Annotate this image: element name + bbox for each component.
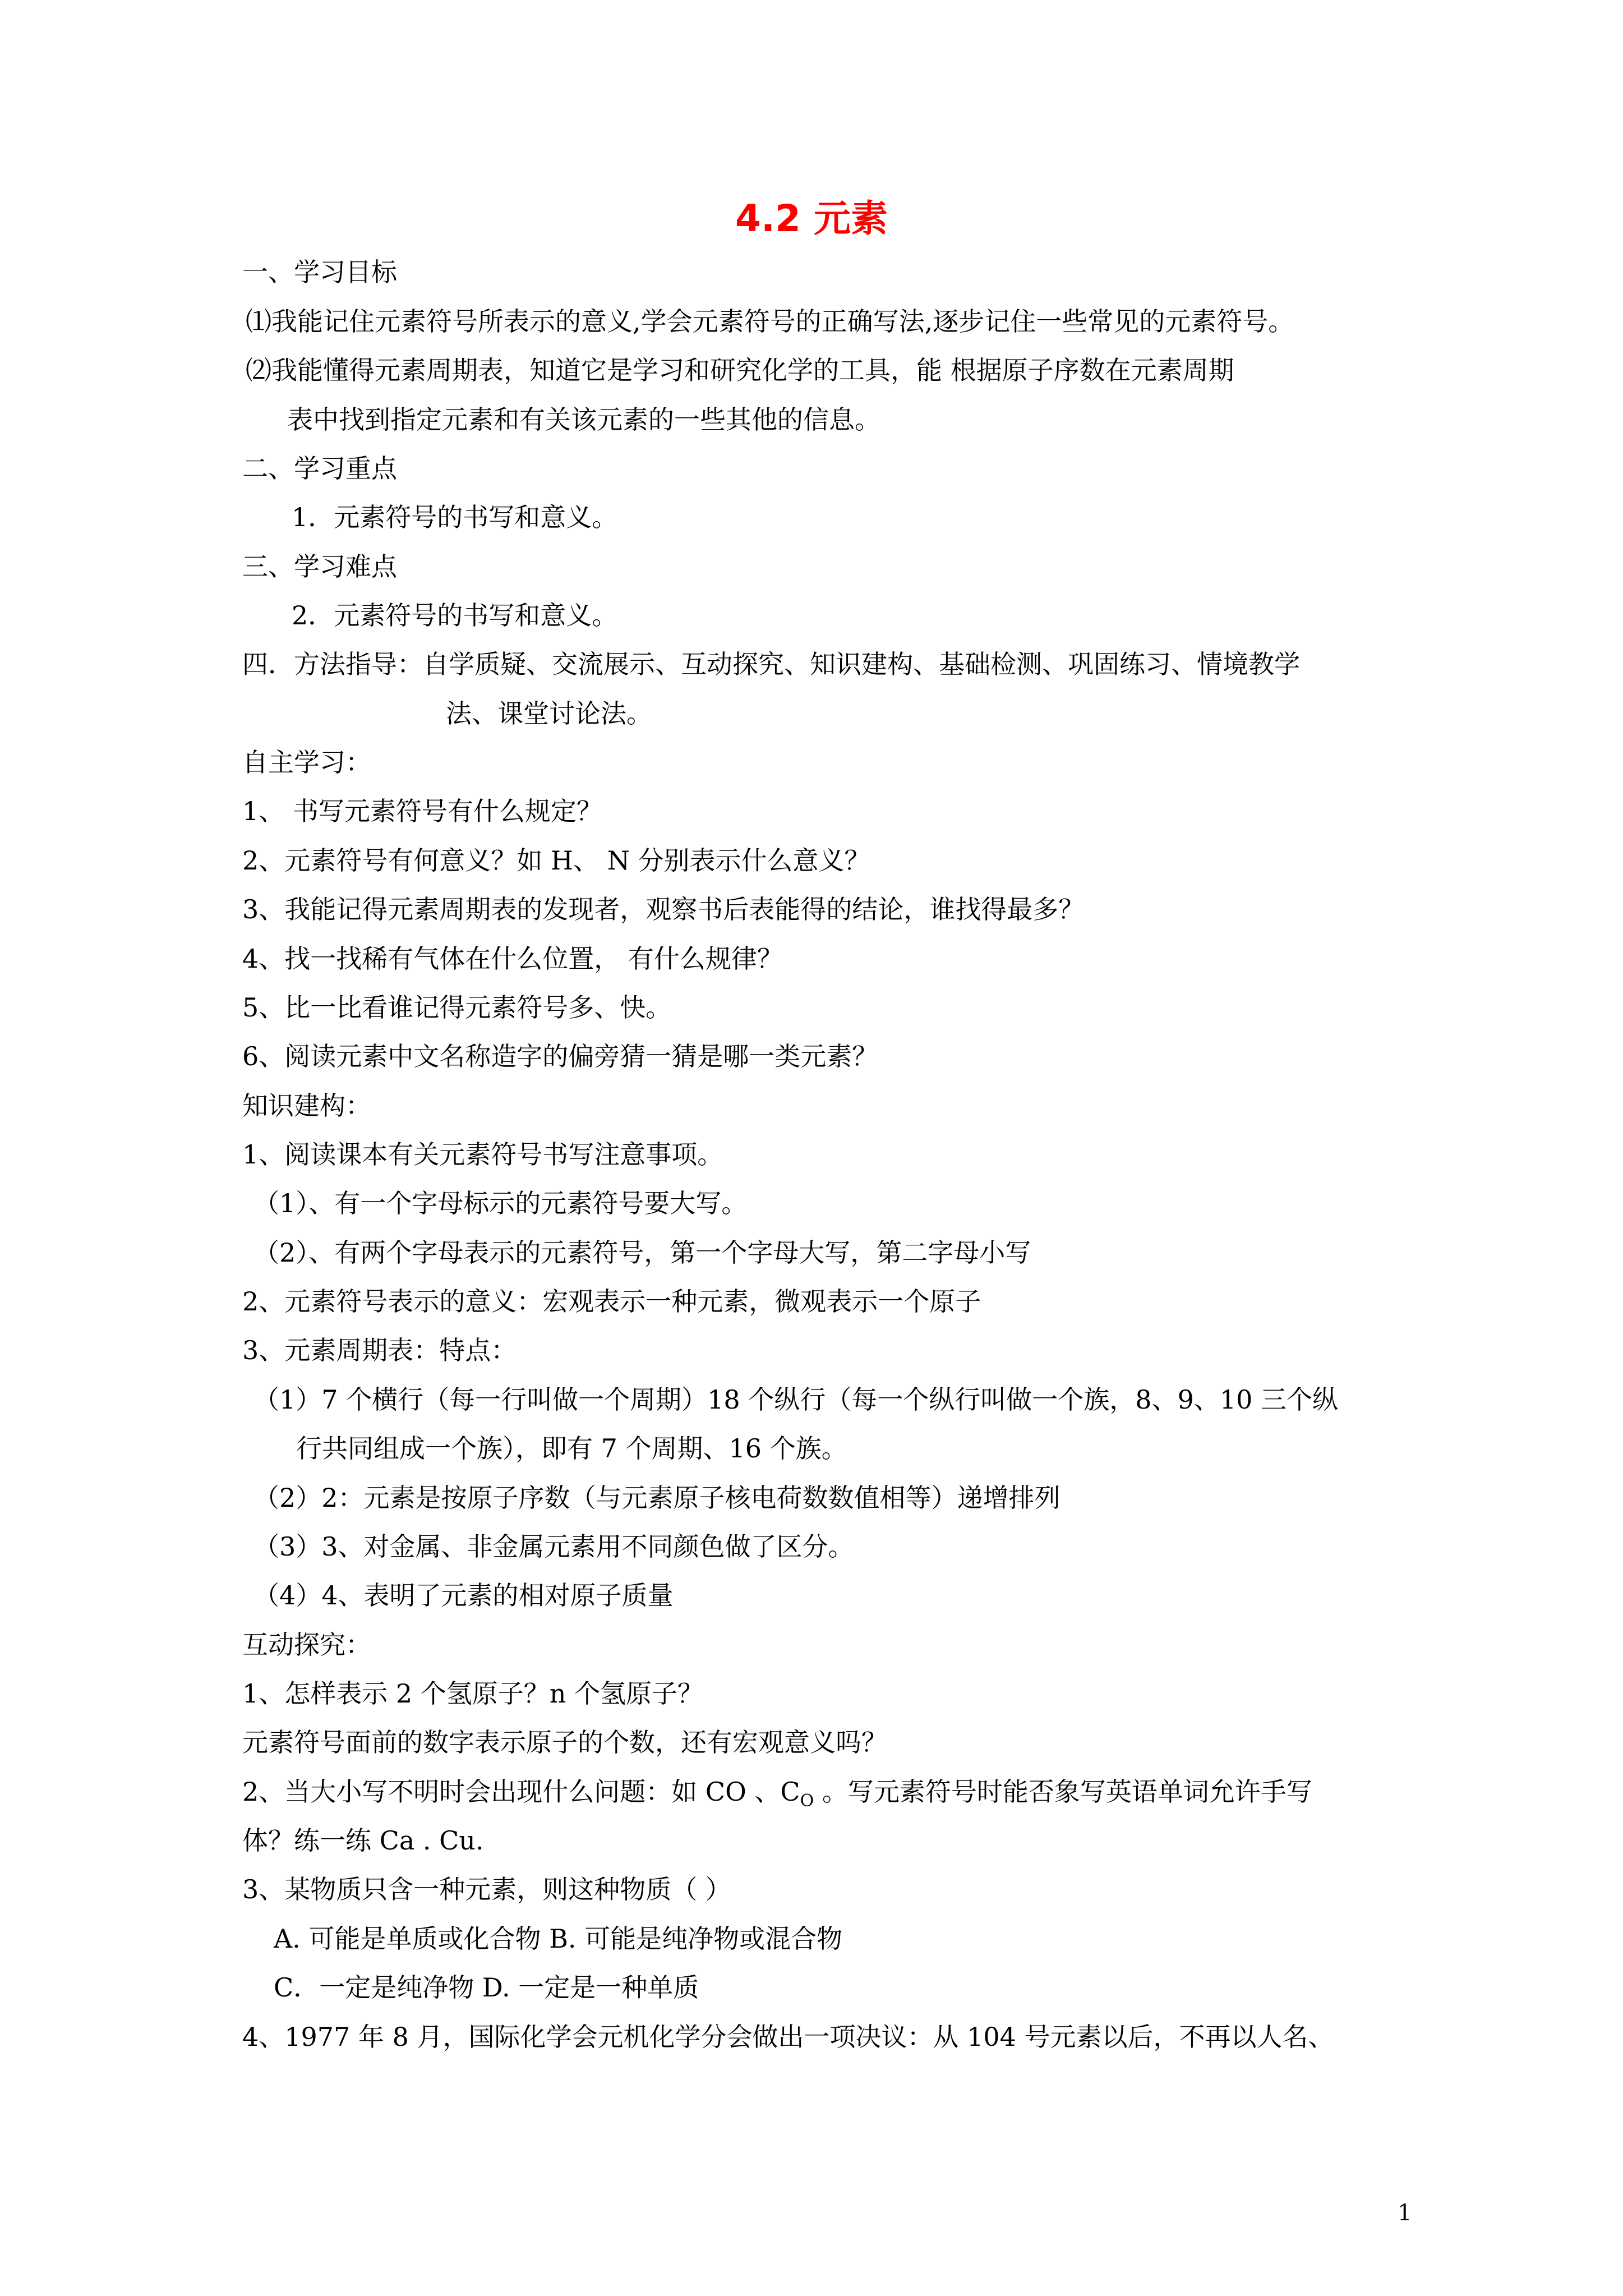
self-study-question-5: 5、比一比看谁记得元素符号多、快。 <box>242 992 672 1023</box>
page-title: 4.2 元素 <box>735 197 888 240</box>
knowledge-item-1-a: （1）、有一个字母标示的元素符号要大写。 <box>253 1188 748 1218</box>
self-study-question-2: 2、元素符号有何意义？如 H、 N 分别表示什么意义？ <box>242 845 870 876</box>
knowledge-item-1: 1、阅读课本有关元素符号书写注意事项。 <box>242 1139 723 1170</box>
section-heading-difficulty: 三、学习难点 <box>242 551 397 582</box>
interactive-heading: 互动探究： <box>242 1630 371 1660</box>
self-study-question-4: 4、找一找稀有气体在什么位置， 有什么规律？ <box>242 944 783 974</box>
knowledge-item-1-b: （2）、有两个字母表示的元素符号，第一个字母大写，第二字母小写 <box>253 1237 1031 1268</box>
interactive-question-2-continued: 体？练一练 Ca . Cu. <box>242 1825 484 1856</box>
section-heading-focus: 二、学习重点 <box>242 453 397 484</box>
goal-item-2: ⑵我能懂得元素周期表，知道它是学习和研究化学的工具，能 根据原子序数在元素周期 <box>246 355 1234 385</box>
interactive-question-4: 4、1977 年 8 月，国际化学会元机化学分会做出一项决议：从 104 号元素以后，不再以人名、 <box>242 2022 1334 2052</box>
knowledge-item-3-1-continued: 行共同组成一个族），即有 7 个周期、16 个族。 <box>296 1433 847 1464</box>
methods-continued: 法、课堂讨论法。 <box>446 698 652 729</box>
knowledge-item-3-2: （2）2：元素是按原子序数（与元素原子核电荷数数值相等）递增排列 <box>253 1483 1061 1513</box>
difficulty-item-1: 2．元素符号的书写和意义。 <box>292 600 618 631</box>
focus-item-1: 1．元素符号的书写和意义。 <box>292 502 618 532</box>
page-number: 1 <box>1398 2200 1412 2226</box>
knowledge-item-3-3: （3）3、对金属、非金属元素用不同颜色做了区分。 <box>253 1531 854 1562</box>
interactive-question-3: 3、某物质只含一种元素，则这种物质（ ） <box>242 1874 731 1904</box>
section-heading-methods: 四．方法指导：自学质疑、交流展示、互动探究、知识建构、基础检测、巩固练习、情境教学 <box>242 649 1300 679</box>
section-heading-goals: 一、学习目标 <box>242 257 397 287</box>
goal-item-2-continued: 表中找到指定元素和有关该元素的一些其他的信息。 <box>287 404 880 435</box>
self-study-heading: 自主学习： <box>242 747 371 777</box>
knowledge-item-3: 3、元素周期表：特点： <box>242 1335 517 1365</box>
interactive-question-1: 1、怎样表示 2 个氢原子？n 个氢原子？ <box>242 1678 704 1709</box>
subscript-o: O <box>800 1791 814 1811</box>
knowledge-item-2: 2、元素符号表示的意义：宏观表示一种元素，微观表示一个原子 <box>242 1286 981 1317</box>
choice-row-ab: A. 可能是单质或化合物 B. 可能是纯净物或混合物 <box>274 1924 843 1954</box>
knowledge-item-3-4: （4）4、表明了元素的相对原子质量 <box>253 1580 674 1611</box>
self-study-question-3: 3、我能记得元素周期表的发现者，观察书后表能得的结论，谁找得最多？ <box>242 894 1085 924</box>
interactive-question-2 <box>242 1775 1312 1818</box>
interactive-question-2-part-1: 2、当大小写不明时会出现什么问题：如 CO 、C <box>242 1777 800 1807</box>
self-study-question-6: 6、阅读元素中文名称造字的偏旁猜一猜是哪一类元素？ <box>242 1041 878 1071</box>
self-study-question-1: 1、 书写元素符号有什么规定？ <box>242 796 602 826</box>
knowledge-heading: 知识建构： <box>242 1091 371 1121</box>
choice-row-cd: C．一定是纯净物 D. 一定是一种单质 <box>274 1972 699 2003</box>
knowledge-item-3-1: （1）7 个横行（每一行叫做一个周期）18 个纵行（每一个纵行叫做一个族，8、9、10 三个纵 <box>253 1384 1338 1415</box>
interactive-question-1-followup: 元素符号面前的数字表示原子的个数，还有宏观意义吗？ <box>242 1727 887 1757</box>
goal-item-1: ⑴我能记住元素符号所表示的意义,学会元素符号的正确写法,逐步记住一些常见的元素符号。 <box>246 306 1294 337</box>
interactive-question-2-part-2: 。写元素符号时能否象写英语单词允许手写 <box>814 1777 1312 1807</box>
